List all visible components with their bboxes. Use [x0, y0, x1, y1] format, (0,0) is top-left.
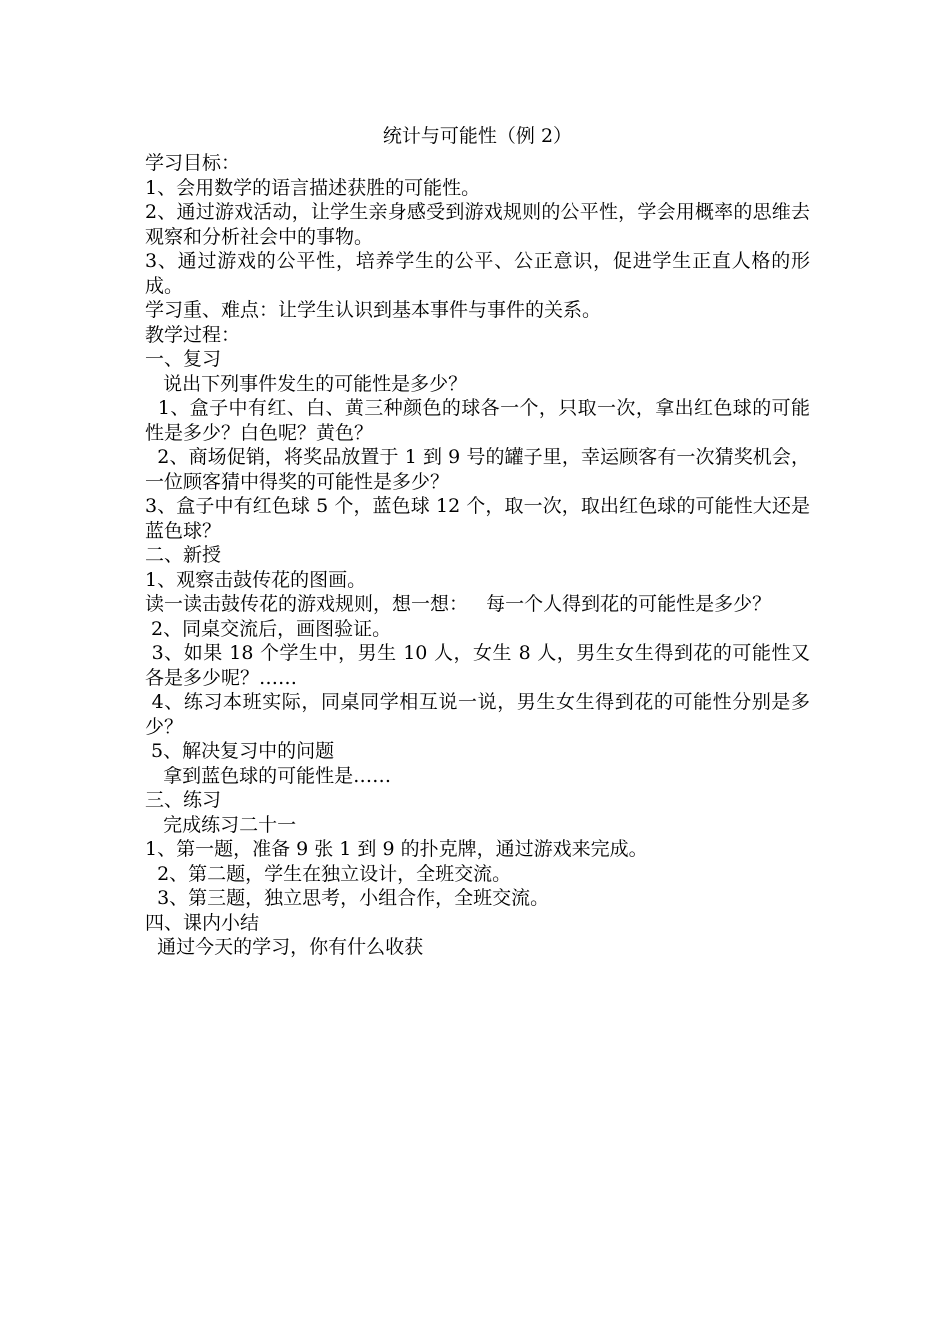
paragraph: 学习目标： — [145, 152, 241, 174]
paragraph: 3、通过游戏的公平性，培养学生的公平、公正意识，促进学生正直人格的形成。 — [145, 250, 810, 297]
paragraph: 3、第三题，独立思考，小组合作，全班交流。 — [145, 887, 550, 909]
paragraph: 2、同桌交流后，画图验证。 — [145, 617, 392, 640]
section-heading: 三、练习 — [145, 789, 222, 811]
paragraph: 2、商场促销，将奖品放置于 1 到 9 号的罐子里，幸运顾客有一次猜奖机会，一位顾客猜中得奖的可能性是多少？ — [145, 446, 810, 493]
paragraph: 1、会用数学的语言描述获胜的可能性。 — [145, 176, 481, 199]
section-heading: 二、新授 — [145, 544, 222, 566]
paragraph: 1、盒子中有红、白、黄三种颜色的球各一个，只取一次，拿出红色球的可能性是多少？白色呢？黄色？ — [145, 397, 810, 444]
paragraph: 3、如果 18 个学生中，男生 10 人，女生 8 人，男生女生得到花的可能性又各是多少呢？…… — [145, 642, 810, 689]
section-heading: 一、复习 — [145, 348, 222, 370]
document-body — [145, 121, 810, 960]
paragraph: 通过今天的学习，你有什么收获 — [145, 936, 424, 958]
paragraph: 读一读击鼓传花的游戏规则，想一想： 每一个人得到花的可能性是多少？ — [145, 593, 772, 615]
paragraph: 说出下列事件发生的可能性是多少？ — [145, 372, 468, 395]
section-heading: 四、课内小结 — [145, 911, 260, 934]
paragraph: 4、练习本班实际，同桌同学相互说一说，男生女生得到花的可能性分别是多少？ — [145, 691, 810, 738]
paragraph: 1、第一题，准备 9 张 1 到 9 的扑克牌，通过游戏来完成。 — [145, 838, 648, 860]
paragraph: 3、盒子中有红色球 5 个，蓝色球 12 个，取一次，取出红色球的可能性大还是蓝色球？ — [145, 495, 810, 542]
paragraph: 拿到蓝色球的可能性是…… — [145, 764, 392, 787]
paragraph: 学习重、难点：让学生认识到基本事件与事件的关系。 — [145, 299, 602, 321]
paragraph: 2、第二题，学生在独立设计，全班交流。 — [145, 862, 512, 885]
paragraph: 2、通过游戏活动，让学生亲身感受到游戏规则的公平性，学会用概率的思维去观察和分析社会中的事物。 — [145, 201, 810, 248]
paragraph: 完成练习二十一 — [145, 813, 297, 836]
paragraph: 5、解决复习中的问题 — [145, 740, 335, 762]
paragraph: 1、观察击鼓传花的图画。 — [145, 568, 367, 591]
paragraph: 教学过程： — [145, 323, 241, 346]
document-title: 统计与可能性（例 2） — [382, 125, 573, 147]
